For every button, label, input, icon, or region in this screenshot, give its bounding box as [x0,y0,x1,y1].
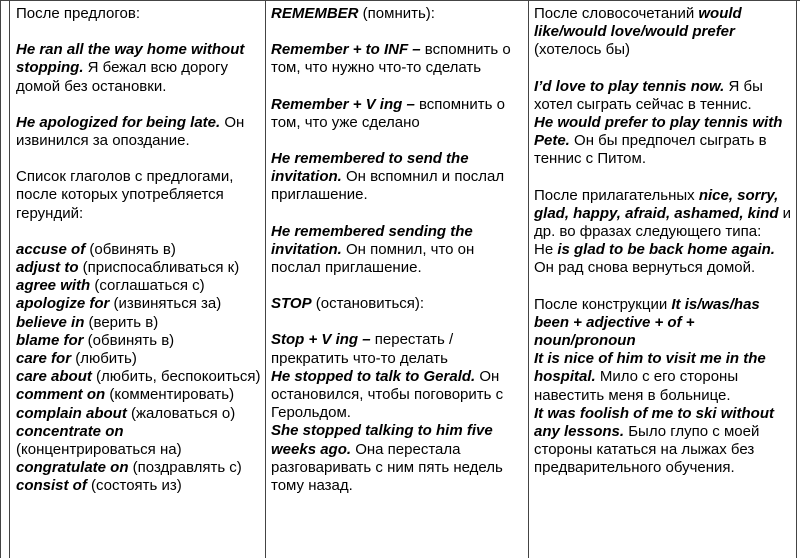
list-item [16,405,261,423]
example-ru: Он вспомнил и послал приглашение. [271,168,505,204]
list-item [16,332,261,350]
example-ru: Он бы предпочел сыграть в теннис с Питом. [534,132,767,168]
rule-suffix: и др. во фразах следующего типа: [534,204,792,241]
heading-en: STOP [271,295,312,313]
example-en: He remembered sending the invitation. [271,222,473,258]
rule-en: It is/was/has been + adjective + of + noun/pronoun [534,295,760,350]
rule-en: Remember + V ing – [271,95,415,113]
verb-en: consist of [16,477,87,495]
verb-list [16,241,261,496]
heading-after-prepositions: После предлогов: [16,5,140,22]
example-stopped-talking [271,422,524,495]
rule-would-like [534,5,792,60]
verb-en: concentrate on [16,422,124,440]
heading-remember [271,5,524,23]
list-item [16,423,261,459]
example-ru: Я бежал всю дорогу домой без остановки. [16,59,229,95]
rule-prefix: После конструкции [534,295,672,313]
rule-en: nice, sorry, glad, happy, afraid, ashamed, kind [534,186,779,222]
heading-stop [271,295,524,313]
verb-ru: (любить) [71,350,137,368]
verb-en: complain about [16,404,127,422]
rule-en: would like/would love/would prefer [534,5,742,41]
left-border [9,1,10,558]
rule-prefix: После словосочетаний [534,5,699,22]
example-foolish-of-me [534,405,792,478]
example-ru: Он остановился, чтобы поговорить с Герольдом. [271,367,504,422]
verb-en: apologize for [16,295,110,313]
verb-ru: (соглашаться с) [90,277,205,295]
column-prepositions [11,1,266,558]
verb-ru: (приспосабливаться к) [78,259,240,277]
list-item [16,477,261,495]
list-item [16,459,261,477]
list-item [16,241,261,259]
example-ru: Было глупо с моей стороны кататься на лыжах без предварительного обучения. [534,423,760,477]
heading-ru: (помнить): [358,5,435,22]
verb-ru: (жаловаться о) [126,404,236,422]
verb-ru: (верить в) [84,313,159,331]
example-en: He stopped to talk to Gerald. [271,367,476,385]
example-remembered-to-send [271,150,524,205]
verb-en: care for [16,350,72,368]
rule-adjectives [534,187,792,242]
example-ru: Он помнил, что он послал приглашение. [271,240,475,277]
example-prefix: He [534,241,558,259]
verb-en: congratulate on [16,459,129,477]
heading-ru: (остановиться): [311,295,425,313]
column-remember-stop [266,1,529,558]
verb-en: accuse of [16,240,86,258]
example-ru: Он рад снова вернуться домой. [534,259,756,277]
list-item [16,386,261,404]
column-would-like-adjectives [529,1,797,558]
example-ru: Я бы хотел сыграть сейчас в теннис. [534,77,763,113]
verb-en: blame for [16,331,84,349]
example-en: She stopped talking to him five weeks ago. [271,422,493,458]
rule-en: Remember + to INF – [271,41,421,59]
verb-ru: (комментировать) [105,386,235,404]
verb-ru: (любить, беспокоиться) [91,368,261,386]
list-item [16,350,261,368]
example-glad [534,241,792,277]
example-prefer-tennis [534,114,792,169]
verb-ru: (поздравлять с) [128,459,242,477]
rule-en: Stop + V ing – [271,331,371,349]
example-nice-of-him [534,350,792,405]
heading-en: REMEMBER [271,5,359,22]
rule-ru: (хотелось бы) [534,41,630,59]
verb-ru: (обвинять в) [85,240,176,258]
example-en: He remembered to send the invitation. [271,150,469,186]
rule-it-is-adjective [534,296,792,351]
example-ru: Он извинился за опоздание. [16,113,245,150]
rule-remember-ving [271,96,524,132]
example-en: He ran all the way home without stopping. [16,41,245,77]
verb-ru: (обвинять в) [83,331,175,349]
example-remembered-sending [271,223,524,278]
rule-ru: вспомнить о том, что нужно что-то сделать [271,41,511,77]
example-ru: Мило с его стороны навестить меня в больнице. [534,368,739,404]
verb-ru: (состоять из) [86,477,182,495]
example-ran-home [16,41,261,96]
list-item [16,259,261,277]
example-en: I’d love to play tennis now. [534,77,725,95]
rule-ru: перестать / прекратить что-то делать [271,331,454,367]
example-en: He apologized for being late. [16,113,221,131]
list-item [16,277,261,295]
example-love-tennis [534,78,792,114]
example-en: is glad to be back home again. [557,241,775,259]
verb-en: comment on [16,386,106,404]
verb-ru: (концентрироваться на) [16,441,182,459]
rule-prefix: После прилагательных [534,186,699,204]
rule-remember-to-inf [271,41,524,77]
verb-en: adjust to [16,259,79,277]
verb-en: agree with [16,277,91,295]
example-en: It is nice of him to visit me in the hospital. [534,350,766,386]
example-stopped-to-talk [271,368,524,423]
example-en: It was foolish of me to ski without any lessons. [534,404,775,441]
example-apologized [16,114,261,150]
verb-ru: (извиняться за) [109,295,222,313]
rule-ru: вспомнить о том, что уже сделано [271,95,505,131]
list-item [16,295,261,313]
verb-en: care about [16,368,92,386]
verb-list-intro: Список глаголов с предлогами, после которых употребляется герундий: [16,168,234,222]
rule-stop-ving [271,331,524,367]
list-item [16,368,261,386]
example-en: He would prefer to play tennis with Pete. [534,114,783,150]
example-ru: Она перестала разговаривать с ним пять недель тому назад. [271,440,503,495]
verb-en: believe in [16,313,85,331]
list-item [16,314,261,332]
